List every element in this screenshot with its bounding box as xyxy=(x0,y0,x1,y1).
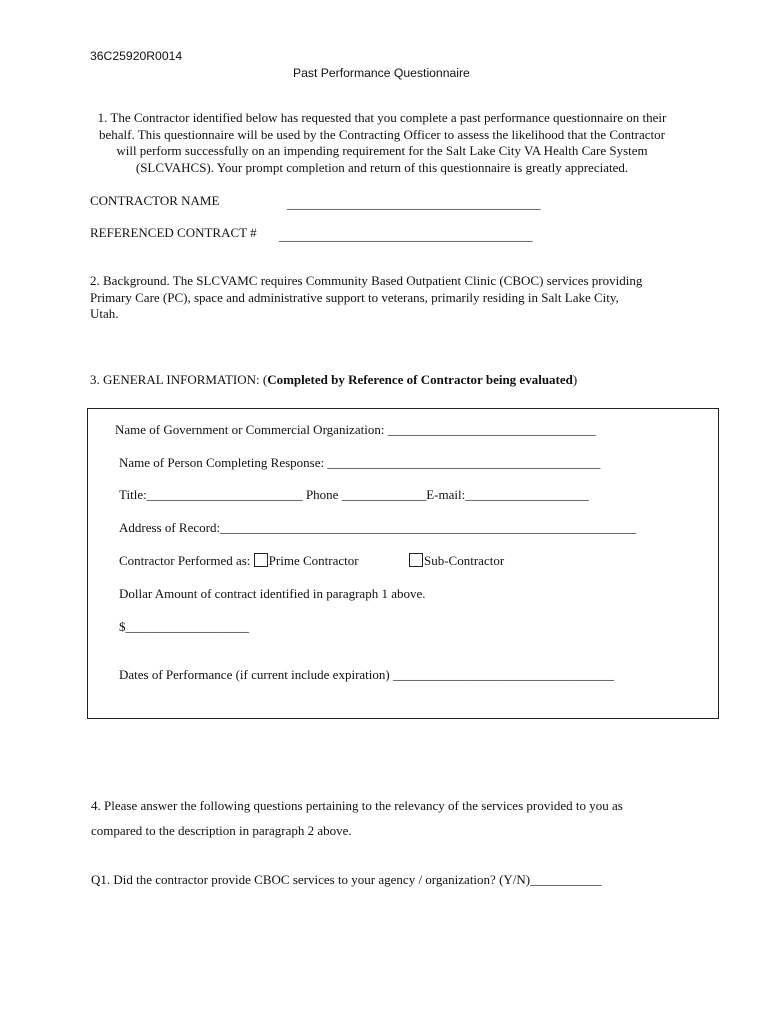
email-field[interactable]: ___________________ xyxy=(465,487,589,502)
prime-contractor-checkbox[interactable] xyxy=(254,553,268,567)
heading-prefix: 3. GENERAL INFORMATION: ( xyxy=(90,372,268,387)
sub-contractor-option xyxy=(409,553,504,569)
question-1-text: Q1. Did the contractor provide CBOC services to your agency / organization? (Y/N) xyxy=(91,872,531,887)
dates-field[interactable]: __________________________________ xyxy=(392,667,614,682)
contractor-name-label: CONTRACTOR NAME xyxy=(90,193,220,208)
section4-line1: 4. Please answer the following questions pertaining to the relevancy of the services provided to you as xyxy=(91,798,623,813)
heading-suffix: ) xyxy=(572,372,578,387)
referenced-contract-label: REFERENCED CONTRACT # xyxy=(90,225,257,240)
person-label: Name of Person Completing Response: xyxy=(119,455,328,470)
referenced-contract-field[interactable]: _______________________________________ xyxy=(279,228,533,243)
prime-contractor-label: Prime Contractor xyxy=(268,553,359,568)
address-field[interactable]: ________________________________________________________________ xyxy=(220,520,637,535)
question-1-answer-field[interactable]: ___________ xyxy=(530,872,602,887)
address-label: Address of Record: xyxy=(119,520,221,535)
solicitation-number: 36C25920R0014 xyxy=(90,49,183,63)
section4-line2: compared to the description in paragraph 2 above. xyxy=(91,823,352,838)
question-1-row xyxy=(91,872,602,888)
address-row xyxy=(119,520,636,536)
contractor-name-field[interactable]: _______________________________________ xyxy=(287,196,541,211)
sub-contractor-label: Sub-Contractor xyxy=(424,553,505,568)
person-row xyxy=(119,455,600,471)
dollar-amount-field[interactable]: ___________________ xyxy=(125,619,249,634)
dates-row xyxy=(119,667,614,683)
dollar-amount-label: Dollar Amount of contract identified in paragraph 1 above. xyxy=(119,586,426,601)
page-title: Past Performance Questionnaire xyxy=(293,66,470,80)
organization-field[interactable]: ________________________________ xyxy=(387,422,596,437)
phone-field[interactable]: _____________ xyxy=(341,487,427,502)
intro-paragraph: 1. The Contractor identified below has requested that you complete a past performance questionnaire on their behalf. This questionnaire will be used by the Contracting Officer to assess the likelihood that the Contractor will perform successfully on an impending requirement for the Salt Lake City VA Health Care System (SLCVAHCS). Your prompt completion and return of this questionnaire is greatly appreciated. xyxy=(97,110,667,175)
background-paragraph: 2. Background. The SLCVAMC requires Community Based Outpatient Clinic (CBOC) services providing Primary Care (PC), space and administrative support to veterans, primarily residing in Salt Lake City, Utah. xyxy=(90,273,643,322)
dates-label: Dates of Performance (if current include expiration) xyxy=(119,667,393,682)
contact-row xyxy=(119,487,589,503)
performed-as-label: Contractor Performed as: xyxy=(119,553,254,568)
dollar-row xyxy=(119,619,249,635)
organization-row xyxy=(115,422,596,438)
person-field[interactable]: __________________________________________ xyxy=(327,455,601,470)
phone-label: Phone xyxy=(302,487,342,502)
general-information-heading xyxy=(90,372,577,388)
title-field[interactable]: ________________________ xyxy=(146,487,303,502)
heading-bold: Completed by Reference of Contractor being evaluated xyxy=(267,372,573,387)
sub-contractor-checkbox[interactable] xyxy=(409,553,423,567)
email-label: E-mail: xyxy=(426,487,466,502)
title-label: Title: xyxy=(119,487,147,502)
performed-as-row xyxy=(119,553,359,569)
organization-label: Name of Government or Commercial Organization: xyxy=(115,422,388,437)
dollar-sign: $ xyxy=(119,619,126,634)
